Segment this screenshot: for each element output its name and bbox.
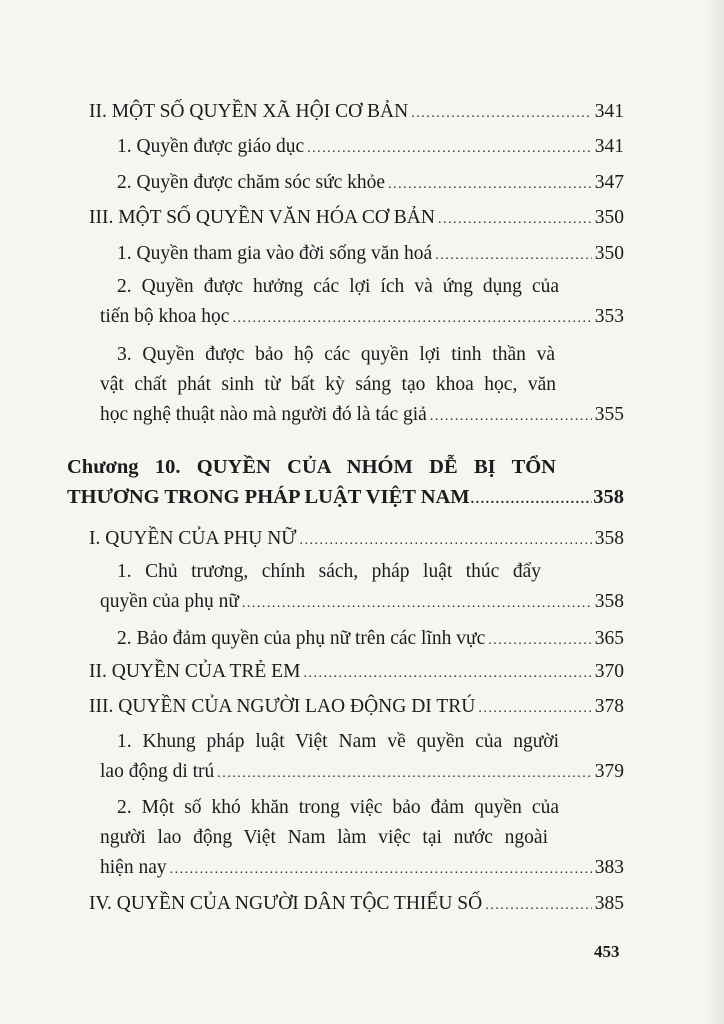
toc-entry-subsection [100,793,624,885]
chapter-title: THƯƠNG TRONG PHÁP LUẬT VIỆT NAM [67,486,470,508]
entry-page-number: 370 [594,661,624,682]
entry-page-number: 383 [594,857,624,878]
entry-title-line: 1. Khung pháp luật Việt Nam về quyền của người [117,731,559,752]
entry-title: lao động di trú [100,761,215,782]
dot-leader [411,99,592,129]
entry-title: I. QUYỀN CỦA PHỤ NỮ [89,528,297,549]
entry-page-number: 341 [594,136,624,157]
dot-leader [217,759,591,789]
toc-entry-subsection [100,272,624,334]
dot-leader [307,134,592,164]
entry-page-number: 350 [594,207,624,228]
toc-entry-subsection [117,168,624,200]
dot-leader [471,485,593,515]
entry-title: hiện nay [100,857,167,878]
dot-leader [303,659,591,689]
entry-page-number: 378 [594,696,624,717]
entry-title: III. MỘT SỐ QUYỀN VĂN HÓA CƠ BẢN [89,207,435,228]
entry-page-number: 358 [593,486,624,508]
entry-title: 2. Quyền được chăm sóc sức khỏe [117,172,386,193]
toc-entry-section [89,889,624,921]
page-number: 453 [594,942,620,961]
dot-leader [232,304,591,334]
dot-leader [488,626,592,656]
toc-entry-subsection [100,727,624,789]
toc-entry-subsection [117,132,624,164]
entry-title: II. QUYỀN CỦA TRẺ EM [89,661,301,682]
entry-page-number: 347 [594,172,624,193]
entry-page-number: 350 [594,243,624,264]
toc-entry-section [89,203,624,235]
dot-leader [478,694,591,724]
entry-page-number: 379 [594,761,624,782]
entry-title: III. QUYỀN CỦA NGƯỜI LAO ĐỘNG DI TRÚ [89,696,476,717]
entry-title: 2. Bảo đảm quyền của phụ nữ trên các lĩnh vực [117,628,486,649]
toc-entry-section [89,97,624,129]
toc-entry-section [89,692,624,724]
entry-page-number: 355 [594,404,624,425]
entry-page-number: 341 [594,101,624,122]
entry-page-number: 358 [594,528,624,549]
entry-page-number: 353 [594,306,624,327]
dot-leader [388,170,592,200]
dot-leader [170,855,592,885]
entry-title-line: vật chất phát sinh từ bất kỳ sáng tạo khoa học, văn [100,374,556,395]
entry-page-number: 385 [594,893,624,914]
entry-title-line: 2. Một số khó khăn trong việc bảo đảm quyền của [117,797,559,818]
entry-title: học nghệ thuật nào mà người đó là tác giả [100,404,427,425]
toc-entry-chapter [67,452,624,515]
dot-leader [430,402,592,432]
entry-title-line: 2. Quyền được hưởng các lợi ích và ứng dụng của [117,276,559,297]
entry-title-line: 3. Quyền được bảo hộ các quyền lợi tinh thần và [117,344,555,365]
toc-entry-section [89,524,624,556]
chapter-title-line: Chương 10. QUYỀN CỦA NHÓM DỄ BỊ TỔN [67,456,556,478]
entry-title: IV. QUYỀN CỦA NGƯỜI DÂN TỘC THIỂU SỐ [89,893,483,914]
entry-title: quyền của phụ nữ [100,591,239,612]
dot-leader [435,241,592,271]
toc-entry-section [89,657,624,689]
toc-entry-subsection [117,239,624,271]
entry-title: tiến bộ khoa học [100,306,230,327]
dot-leader [438,205,592,235]
entry-title: 1. Quyền tham gia vào đời sống văn hoá [117,243,433,264]
dot-leader [299,526,591,556]
dot-leader [485,891,592,921]
entry-title: II. MỘT SỐ QUYỀN XÃ HỘI CƠ BẢN [89,101,409,122]
entry-page-number: 365 [594,628,624,649]
entry-page-number: 358 [594,591,624,612]
toc-entry-subsection [117,624,624,656]
toc-entry-subsection [100,340,624,432]
entry-title-line: người lao động Việt Nam làm việc tại nước ngoài [100,827,548,848]
entry-title-line: 1. Chủ trương, chính sách, pháp luật thúc đẩy [117,561,541,582]
dot-leader [242,589,592,619]
toc-entry-subsection [100,557,624,619]
entry-title: 1. Quyền được giáo dục [117,136,305,157]
